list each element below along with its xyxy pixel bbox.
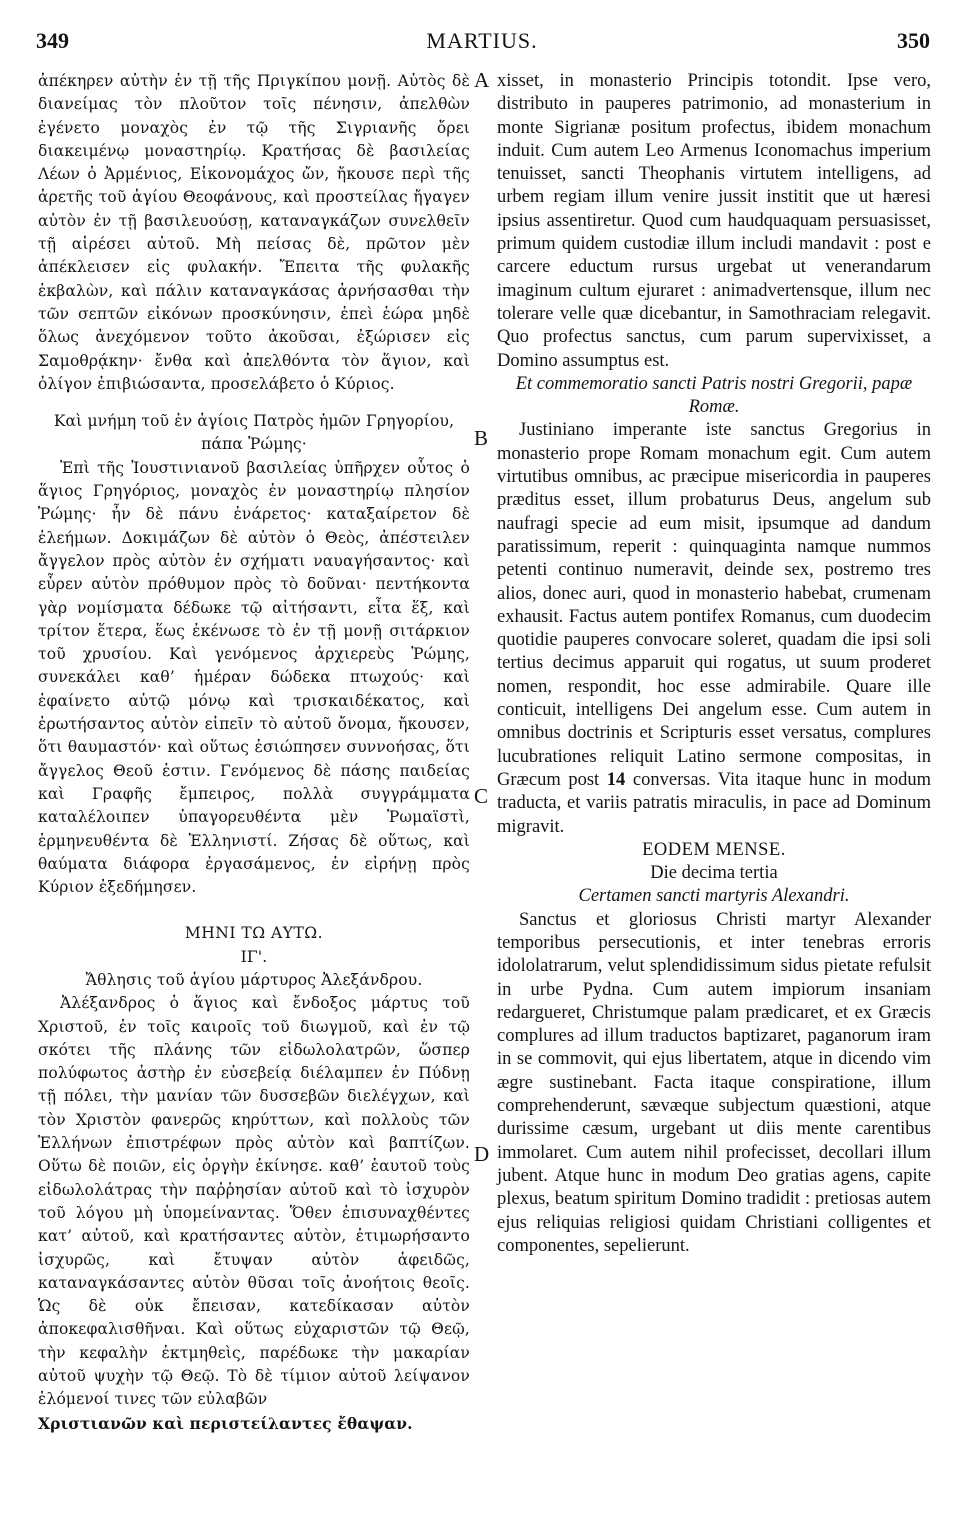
page-number-right: 350 (897, 28, 930, 53)
latin-gregory-text-2: conversas. Vita itaque hunc in modum traducta, et variis patratis miraculis, in pace ad Dominum migravit. (497, 769, 931, 837)
greek-day-heading: ΙΓ'. (240, 947, 268, 966)
margin-letter-d: D (474, 1142, 490, 1166)
spacer (38, 396, 470, 410)
latin-day-heading: Die decima tertia (650, 863, 778, 884)
greek-paragraph-alexander: Ἀλέξανδρος ὁ ἅγιος καὶ ἔνδοξος μάρτυς τοῦ Χριστοῦ, ἐν τοῖς καιροῖς τοῦ διωγμοῦ, καὶ ἐν τῷ σκότει τῆς πλάνης τῶν εἰδωλολατρῶν, ὥσπερ πολύφωτος ἀστὴρ ἐν εὐσεβείᾳ διέλαμπεν ἐν Πύδνῃ τῇ πόλει, τὴν μανίαν τῶν δυσσεβῶν διελέγχων, καὶ τὸν Χριστὸν φανερῶς κηρύττων, καὶ πολλοὺς τῶν Ἑλλήνων ἐπιστρέφων πρὸς αὐτὸν καὶ βαπτίζων. Οὕτω δὲ ποιῶν, εἰς ὀργὴν ἐκίνησε. καθ’ ἑαυτοῦ τοὺς εἰδωλολάτρας τὴν παῤῥησίαν αὐτοῦ καὶ τὸ ἰσχυρὸν τοῦ λόγου μὴ ὑπομείναντας. Ὅθεν ἐπισυναχθέντες κατ’ αὐτοῦ, καὶ κρατήσαντες αὐτὸν, ἐτιμωρήσαντο ἰσχυρῶς, καὶ ἔτυψαν αὐτὸν ἀφειδῶς, καταναγκάσαντες αὐτὸν θῦσαι τοῖς ἀνοήτοις θεοῖς. Ὡς δὲ οὐκ ἔπεισαν, κατεδίκασαν αὐτὸν ἀποκεφαλισθῆναι. Καὶ οὕτως εὐχαριστῶν τῷ Θεῷ, τὴν κεφαλὴν ἐκτμηθεὶς, παρέδωκε τὴν μακαρίαν αὐτοῦ ψυχὴν τῷ Θεῷ. Τὸ δὲ τίμιον αὐτοῦ λείψανον ἑλόμενοί τινες τῶν εὐλαβῶν (38, 994, 470, 1409)
margin-letter-a: A (474, 68, 490, 92)
latin-paragraph-alexander: Sanctus et gloriosus Christi martyr Alexander temporibus persecutionis, et inter tenebras erroris idololatrarum, velut splendidissimum sidus pietate refulsit in urbe Pydna. Cum autem impiorum insaniam redargueret, Christumque palam prædicaret, et ex Græcis complures ad illum traductos baptizaret, paganorum iram in se commovit, qui ejus libertatem, atque in dicendo vim ægre sustinebant. Facta itaque conspiratione, illum comprehenderunt, sævæque subjectum quæstioni, atque durissime cæsum, urgebant ut diis mente carentibus immolaret. Cum autem nihil profecisset, decollari illum jubent. Atque hunc in modum Deo gratias agens, capite plexus, beatum spiritum Domino tradidit : pretiosas autem ejus reliquias religiosi quidam Christiani colligentes et componentes, sepelierunt. (497, 909, 931, 1256)
greek-month-heading: ΜΗΝΙ ΤΩ ΑΥΤΩ. (184, 924, 324, 943)
running-title: MARTIUS. (426, 28, 538, 53)
page-header (30, 28, 934, 68)
spacer (38, 899, 470, 922)
latin-paragraph-theophanes: xisset, in monasterio Principis totondit. Ipse vero, distributo in pauperes patrimonio, ad monasterium in monte Sigrianæ positum profectus, ibidem monachum induit. Cum autem Leo Armenus Iconomachus imperium tenuisset, sancti Theophanis virtutem intelligens, ad urbem regiam illum venire jussit institit que ut hæresi ipsius assentiretur. Quod cum haudquaquam persuasisset, primum quidem custodiæ illum includi mandavit : post e carcere eductum rursus urgebat ut venerandarum imaginum cultum ejuraret : animadvertensque, illum nec tolerare velle quæ dicebantur, in Samothraciam relegavit. Quo profectus sanctus, cum parum supervixisset, a Domino assumptus est. (497, 71, 931, 371)
greek-paragraph-theophanes: ἀπέκηρεν αὐτὴν ἐν τῇ τῆς Πριγκίπου μονῇ. Αὐτὸς δὲ διανείμας τὸν πλοῦτον τοῖς πένησιν, ἀπελθὼν ἐγένετο μοναχὸς ἐν τῷ τῆς Σιγριανῆς ὄρει διακειμένῳ μοναστηρίῳ. Κρατήσας δὲ βασιλείας Λέων ὁ Ἀρμένιος, Εἰκονομάχος ὤν, ἤκουσε περὶ τῆς ἀρετῆς τοῦ ἁγίου Θεοφάνους, καὶ προστείλας ἤγαγεν αὐτὸν ἐν τῇ βασιλευούσῃ, καταναγκάζων συνελθεῖν τῇ αἱρέσει αὐτοῦ. Μὴ πείσας δὲ, πρῶτον μὲν ἀπέκλεισεν εἰς φυλακήν. Ἔπειτα τῆς φυλακῆς ἐκβαλὼν, καὶ πάλιν καταναγκάσας ἀρνήσασθαι τὴν τῶν σεπτῶν εἰκόνων προσκύνησιν, ἐπεὶ ἑώρα μηδὲ ὅλως ἀνεχόμενον τοῦτο ἀκοῦσαι, ἐξώρισεν εἰς Σαμοθρᾴκην· ἔνθα καὶ ἀπελθόντα τὸν ἅγιον, καὶ ὀλίγον ἐπιβιώσαντα, προσελάβετο ὁ Κύριος. (38, 72, 470, 393)
greek-heading-alexander: Ἄθλησις τοῦ ἁγίου μάρτυρος Ἀλεξάνδρου. (85, 970, 423, 989)
greek-paragraph-gregory: Ἐπὶ τῆς Ἰουστινιανοῦ βασιλείας ὑπῆρχεν οὗτος ὁ ἅγιος Γρηγόριος, μοναχὸς ἐν μοναστηρίῳ πλησίον Ῥώμης· ἦν δὲ πάνυ ἐνάρετος· καταξαίρετον δὲ ἐλεήμων. Δοκιμάζων δὲ αὐτὸν ὁ Θεὸς, ἀπέστειλεν ἄγγελον πρὸς αὐτὸν ἐν σχήματι ναυαγήσαντος· καὶ εὗρεν αὐτὸν πρόθυμον πρὸς τὸ δοῦναι· πεντήκοντα γὰρ νομίσματα δέδωκε τῷ αἰτήσαντι, εἶτα ἕξ, καὶ τρίτον ἕτερα, ἕως ἐκένωσε τὸ ἐν τῇ μονῇ σιτάρκιον τοῦ χρυσίου. Καὶ γενόμενος ἀρχιερεὺς Ῥώμης, συνεκάλει καθ’ ἡμέραν δώδεκα πτωχούς· καὶ ἐφαίνετο αὐτῷ μόνῳ καὶ τρισκαιδέκατος, καὶ ἐρωτήσαντος αὐτὸν εἰπεῖν τὸ αὐτοῦ ὄνομα, ἤκουσεν, ὅτι θαυμαστόν· καὶ οὕτως ἐσιώπησεν συννοήσας, ὅτι ἄγγελος Θεοῦ ἐστιν. Γενόμενος δὲ πάσης παιδείας καὶ Γραφῆς ἔμπειρος, πολλὰ συγγράμματα καταλέλοιπεν ὑπαγορευθέντα μὲν Ῥωμαϊστὶ, ἑρμηνευθέντα δὲ Ἑλληνιστί. Ζήσας δὲ οὕτως, καὶ θαύματα διάφορα ἐργασάμενος, ἐν εἰρήνῃ πρὸς Κύριον ἐξεδήμησεν. (38, 458, 470, 897)
latin-column (497, 70, 931, 1258)
margin-letter-b: B (474, 426, 489, 450)
greek-heading-gregory: Καὶ μνήμη τοῦ ἐν ἁγίοις Πατρὸς ἡμῶν Γρηγορίου, πάπα Ῥώμης· (53, 412, 455, 454)
latin-heading-gregory: Et commemoratio sancti Patris nostri Gregorii, papæ Romæ. (515, 373, 913, 418)
latin-heading-alexander: Certamen sancti martyris Alexandri. (578, 886, 850, 907)
latin-month-heading: EODEM MENSE. (642, 839, 786, 860)
greek-column (38, 70, 470, 1435)
latin-gregory-footnote-number: 14 (606, 769, 626, 790)
page-number-left: 349 (36, 28, 69, 53)
latin-paragraph-gregory (497, 419, 931, 838)
greek-paragraph-alexander-end: Χριστιανῶν καὶ περιστείλαντες ἔθαψαν. (38, 1413, 413, 1433)
latin-gregory-text-1: Justiniano imperante iste sanctus Gregorius in monasterio prope Romam monachum egit. Cum autem virtutibus omnibus, ac præcipue misericordia in pauperes præditus esset, illum probaturus Deus, angelum sub naufragi specie ad eum misit, ipsumque ad dandum paratissimum, reperit : quinquaginta namque nummos petenti continuo numeravit, deinde sex, postremo tres alios, donec auri, quod in monasterio habebat, crumenam exhausit. Factus autem pontifex Romanus, cum duodecim quotidie pauperes convocare soleret, quadam die ipsi soli tertius decimus apparuit qui rogatus, ut suum proderet nomen, respondit, hoc esse admirabile. Quare ille conticuit, intelligens Dei angelum esse. Cum autem in omnibus doctrinis et Scripturis esset versatus, complures lucubrationes reliquit Latino sermone compositas, in Græcum post (497, 420, 931, 790)
margin-letter-c: C (474, 784, 489, 808)
